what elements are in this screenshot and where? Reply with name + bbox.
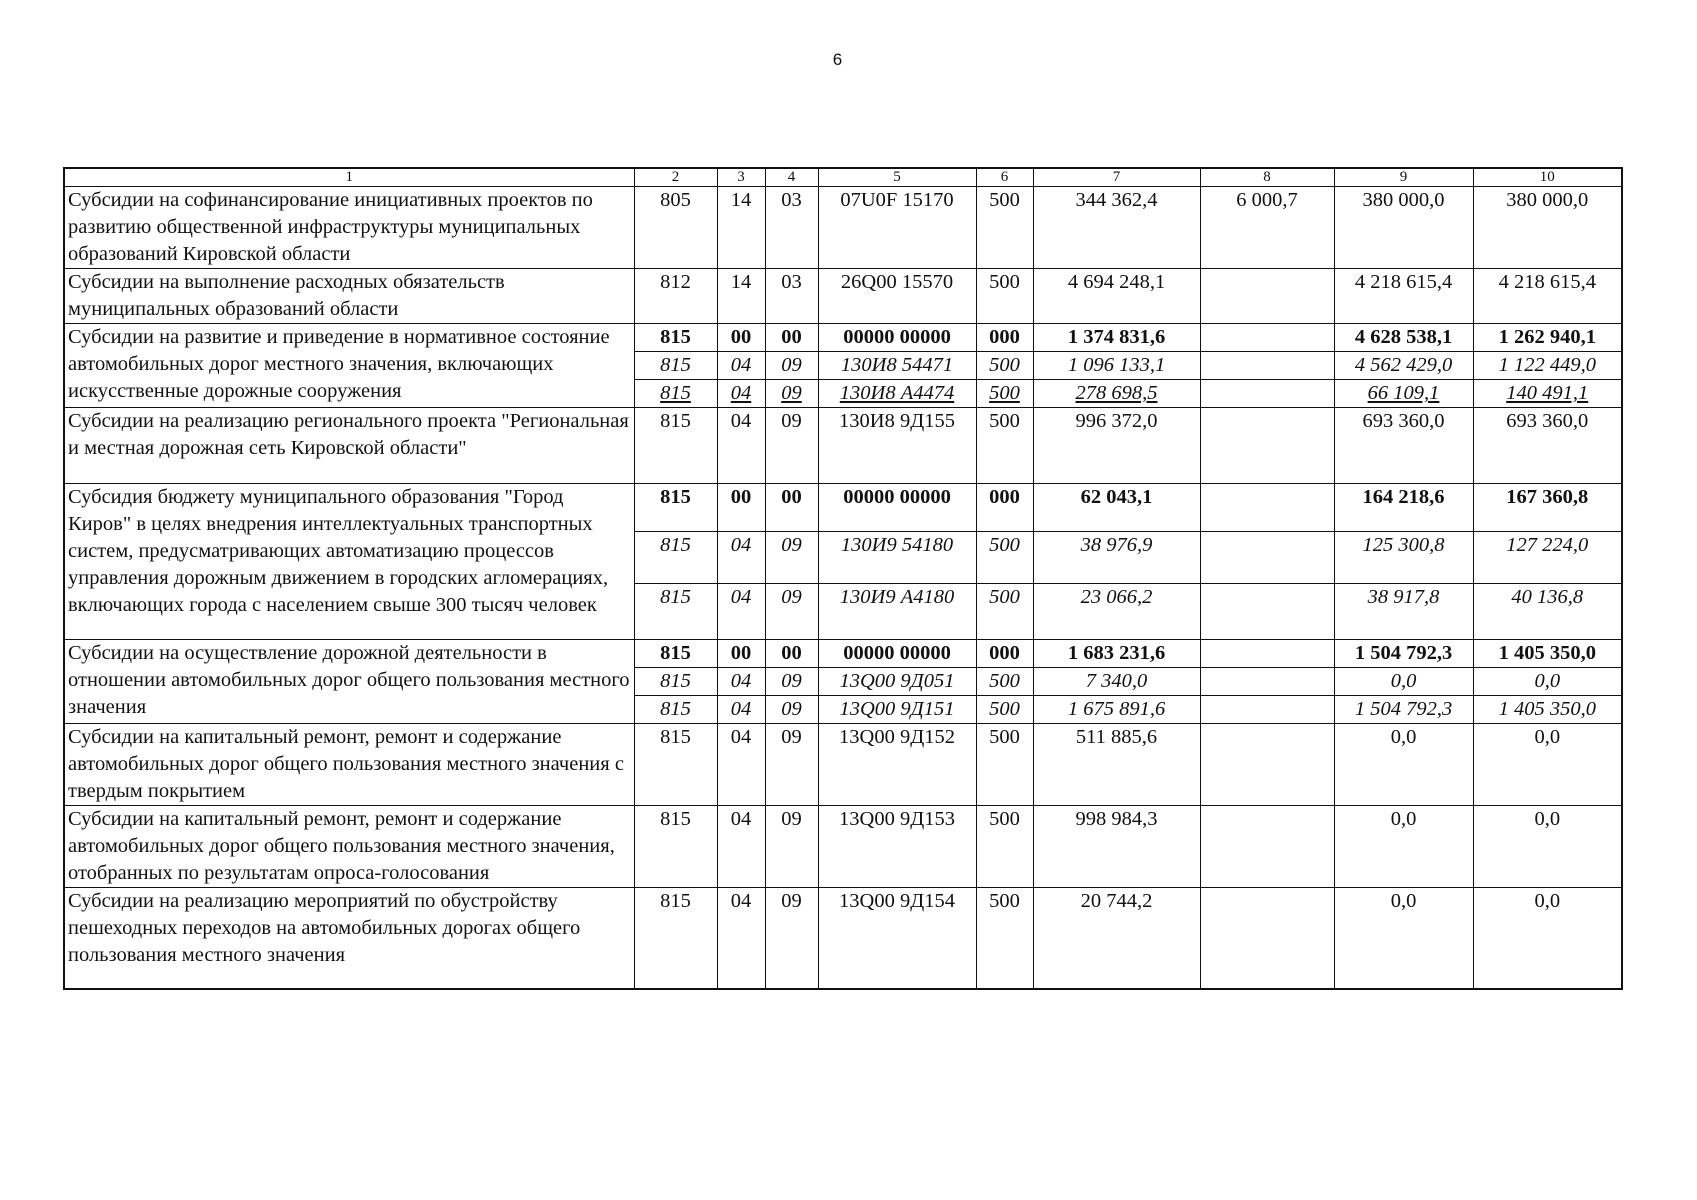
table-row bbox=[64, 806, 1622, 888]
cell-col-3: 04 bbox=[717, 584, 765, 640]
column-header-10: 10 bbox=[1473, 168, 1622, 187]
cell-col-2: 815 bbox=[634, 408, 717, 484]
row-description: Субсидия бюджету муниципального образования "Город Киров" в целях внедрения интеллектуальных транспортных систем, предусматривающих автоматизацию процессов управления дорожным движением в городских агломерациях, включающих города с населением свыше 300 тысяч человек bbox=[64, 484, 634, 640]
cell-col-4: 00 bbox=[765, 640, 818, 668]
cell-col-7: 1 374 831,6 bbox=[1033, 324, 1200, 352]
column-header-7: 7 bbox=[1033, 168, 1200, 187]
cell-col-5: 130И8 А4474 bbox=[818, 380, 976, 408]
cell-col-4: 09 bbox=[765, 888, 818, 989]
cell-col-2: 815 bbox=[634, 532, 717, 584]
cell-col-10: 40 136,8 bbox=[1473, 584, 1622, 640]
cell-col-3: 04 bbox=[717, 408, 765, 484]
cell-col-9: 0,0 bbox=[1334, 724, 1473, 806]
cell-col-3: 04 bbox=[717, 724, 765, 806]
column-header-5: 5 bbox=[818, 168, 976, 187]
cell-col-6: 500 bbox=[976, 668, 1033, 696]
cell-col-3: 04 bbox=[717, 696, 765, 724]
cell-col-7: 344 362,4 bbox=[1033, 187, 1200, 269]
cell-col-8 bbox=[1200, 408, 1334, 484]
table-row bbox=[64, 724, 1622, 806]
cell-col-8 bbox=[1200, 724, 1334, 806]
cell-col-2: 815 bbox=[634, 668, 717, 696]
cell-col-7: 7 340,0 bbox=[1033, 668, 1200, 696]
table-row bbox=[64, 269, 1622, 324]
cell-col-2: 815 bbox=[634, 324, 717, 352]
cell-col-5: 00000 00000 bbox=[818, 484, 976, 532]
cell-col-4: 00 bbox=[765, 484, 818, 532]
table-row bbox=[64, 484, 1622, 532]
cell-col-8 bbox=[1200, 640, 1334, 668]
cell-col-2: 815 bbox=[634, 484, 717, 532]
cell-col-3: 04 bbox=[717, 380, 765, 408]
cell-col-6: 500 bbox=[976, 380, 1033, 408]
cell-col-2: 815 bbox=[634, 696, 717, 724]
cell-col-10: 0,0 bbox=[1473, 806, 1622, 888]
cell-col-10: 0,0 bbox=[1473, 668, 1622, 696]
cell-col-9: 1 504 792,3 bbox=[1334, 640, 1473, 668]
cell-col-4: 09 bbox=[765, 584, 818, 640]
cell-col-9: 0,0 bbox=[1334, 668, 1473, 696]
cell-col-6: 500 bbox=[976, 408, 1033, 484]
cell-col-2: 815 bbox=[634, 352, 717, 380]
cell-col-6: 500 bbox=[976, 352, 1033, 380]
cell-col-4: 00 bbox=[765, 324, 818, 352]
cell-col-5: 13Q00 9Д151 bbox=[818, 696, 976, 724]
cell-col-6: 000 bbox=[976, 484, 1033, 532]
cell-col-2: 815 bbox=[634, 380, 717, 408]
cell-col-10: 380 000,0 bbox=[1473, 187, 1622, 269]
column-header-4: 4 bbox=[765, 168, 818, 187]
cell-col-4: 09 bbox=[765, 380, 818, 408]
column-header-1: 1 bbox=[64, 168, 634, 187]
cell-col-5: 130И8 54471 bbox=[818, 352, 976, 380]
cell-col-10: 127 224,0 bbox=[1473, 532, 1622, 584]
column-header-9: 9 bbox=[1334, 168, 1473, 187]
cell-col-8 bbox=[1200, 380, 1334, 408]
cell-col-5: 13Q00 9Д153 bbox=[818, 806, 976, 888]
cell-col-9: 4 218 615,4 bbox=[1334, 269, 1473, 324]
cell-col-3: 00 bbox=[717, 640, 765, 668]
budget-table bbox=[63, 167, 1623, 990]
cell-col-8 bbox=[1200, 888, 1334, 989]
column-header-2: 2 bbox=[634, 168, 717, 187]
cell-col-9: 0,0 bbox=[1334, 888, 1473, 989]
cell-col-5: 07U0F 15170 bbox=[818, 187, 976, 269]
cell-col-4: 09 bbox=[765, 806, 818, 888]
cell-col-4: 09 bbox=[765, 408, 818, 484]
cell-col-10: 1 405 350,0 bbox=[1473, 640, 1622, 668]
table-row bbox=[64, 640, 1622, 668]
cell-col-3: 14 bbox=[717, 187, 765, 269]
cell-col-3: 04 bbox=[717, 806, 765, 888]
cell-col-8 bbox=[1200, 324, 1334, 352]
column-header-6: 6 bbox=[976, 168, 1033, 187]
cell-col-10: 167 360,8 bbox=[1473, 484, 1622, 532]
cell-col-9: 1 504 792,3 bbox=[1334, 696, 1473, 724]
cell-col-10: 1 405 350,0 bbox=[1473, 696, 1622, 724]
cell-col-7: 998 984,3 bbox=[1033, 806, 1200, 888]
row-description: Субсидии на выполнение расходных обязательств муниципальных образований области bbox=[64, 269, 634, 324]
cell-col-5: 26Q00 15570 bbox=[818, 269, 976, 324]
cell-col-9: 0,0 bbox=[1334, 806, 1473, 888]
cell-col-3: 04 bbox=[717, 352, 765, 380]
cell-col-8 bbox=[1200, 269, 1334, 324]
cell-col-8 bbox=[1200, 352, 1334, 380]
cell-col-8 bbox=[1200, 584, 1334, 640]
cell-col-5: 13Q00 9Д152 bbox=[818, 724, 976, 806]
cell-col-8 bbox=[1200, 696, 1334, 724]
cell-col-7: 4 694 248,1 bbox=[1033, 269, 1200, 324]
row-description: Субсидии на реализацию мероприятий по обустройству пешеходных переходов на автомобильных дорогах общего пользования местного значения bbox=[64, 888, 634, 989]
cell-col-5: 00000 00000 bbox=[818, 640, 976, 668]
cell-col-10: 0,0 bbox=[1473, 888, 1622, 989]
cell-col-10: 0,0 bbox=[1473, 724, 1622, 806]
cell-col-6: 500 bbox=[976, 696, 1033, 724]
cell-col-6: 500 bbox=[976, 187, 1033, 269]
cell-col-4: 09 bbox=[765, 532, 818, 584]
cell-col-10: 693 360,0 bbox=[1473, 408, 1622, 484]
cell-col-8 bbox=[1200, 532, 1334, 584]
cell-col-3: 00 bbox=[717, 484, 765, 532]
row-description: Субсидии на развитие и приведение в нормативное состояние автомобильных дорог местного значения, включающих искусственные дорожные сооружения bbox=[64, 324, 634, 408]
cell-col-10: 140 491,1 bbox=[1473, 380, 1622, 408]
cell-col-7: 23 066,2 bbox=[1033, 584, 1200, 640]
cell-col-7: 20 744,2 bbox=[1033, 888, 1200, 989]
cell-col-5: 00000 00000 bbox=[818, 324, 976, 352]
cell-col-5: 13Q00 9Д154 bbox=[818, 888, 976, 989]
row-description: Субсидии на софинансирование инициативных проектов по развитию общественной инфраструктуры муниципальных образований Кировской области bbox=[64, 187, 634, 269]
cell-col-7: 62 043,1 bbox=[1033, 484, 1200, 532]
table-row bbox=[64, 888, 1622, 989]
cell-col-10: 4 218 615,4 bbox=[1473, 269, 1622, 324]
cell-col-10: 1 262 940,1 bbox=[1473, 324, 1622, 352]
cell-col-8 bbox=[1200, 484, 1334, 532]
cell-col-4: 09 bbox=[765, 724, 818, 806]
cell-col-7: 38 976,9 bbox=[1033, 532, 1200, 584]
table-header-row bbox=[64, 168, 1622, 187]
cell-col-9: 125 300,8 bbox=[1334, 532, 1473, 584]
cell-col-10: 1 122 449,0 bbox=[1473, 352, 1622, 380]
cell-col-8: 6 000,7 bbox=[1200, 187, 1334, 269]
cell-col-7: 1 683 231,6 bbox=[1033, 640, 1200, 668]
cell-col-3: 00 bbox=[717, 324, 765, 352]
cell-col-6: 500 bbox=[976, 584, 1033, 640]
cell-col-2: 812 bbox=[634, 269, 717, 324]
cell-col-3: 14 bbox=[717, 269, 765, 324]
cell-col-5: 130И9 А4180 bbox=[818, 584, 976, 640]
cell-col-6: 500 bbox=[976, 532, 1033, 584]
cell-col-5: 130И8 9Д155 bbox=[818, 408, 976, 484]
cell-col-7: 1 675 891,6 bbox=[1033, 696, 1200, 724]
row-description: Субсидии на капитальный ремонт, ремонт и содержание автомобильных дорог общего пользования местного значения, отобранных по результатам опроса-голосования bbox=[64, 806, 634, 888]
cell-col-6: 500 bbox=[976, 269, 1033, 324]
cell-col-3: 04 bbox=[717, 668, 765, 696]
cell-col-3: 04 bbox=[717, 532, 765, 584]
cell-col-2: 815 bbox=[634, 888, 717, 989]
cell-col-7: 511 885,6 bbox=[1033, 724, 1200, 806]
cell-col-5: 130И9 54180 bbox=[818, 532, 976, 584]
cell-col-3: 04 bbox=[717, 888, 765, 989]
cell-col-6: 000 bbox=[976, 640, 1033, 668]
cell-col-9: 66 109,1 bbox=[1334, 380, 1473, 408]
cell-col-4: 09 bbox=[765, 696, 818, 724]
cell-col-4: 09 bbox=[765, 668, 818, 696]
cell-col-6: 500 bbox=[976, 724, 1033, 806]
cell-col-9: 693 360,0 bbox=[1334, 408, 1473, 484]
column-header-8: 8 bbox=[1200, 168, 1334, 187]
row-description: Субсидии на капитальный ремонт, ремонт и содержание автомобильных дорог общего пользования местного значения с твердым покрытием bbox=[64, 724, 634, 806]
table-row bbox=[64, 324, 1622, 352]
cell-col-9: 4 628 538,1 bbox=[1334, 324, 1473, 352]
page-number: 6 bbox=[832, 50, 843, 69]
cell-col-8 bbox=[1200, 668, 1334, 696]
cell-col-9: 38 917,8 bbox=[1334, 584, 1473, 640]
cell-col-2: 815 bbox=[634, 584, 717, 640]
cell-col-5: 13Q00 9Д051 bbox=[818, 668, 976, 696]
row-description: Субсидии на осуществление дорожной деятельности в отношении автомобильных дорог общего пользования местного значения bbox=[64, 640, 634, 724]
cell-col-9: 164 218,6 bbox=[1334, 484, 1473, 532]
cell-col-9: 380 000,0 bbox=[1334, 187, 1473, 269]
cell-col-6: 000 bbox=[976, 324, 1033, 352]
cell-col-6: 500 bbox=[976, 806, 1033, 888]
cell-col-9: 4 562 429,0 bbox=[1334, 352, 1473, 380]
cell-col-2: 815 bbox=[634, 640, 717, 668]
cell-col-4: 09 bbox=[765, 352, 818, 380]
cell-col-2: 805 bbox=[634, 187, 717, 269]
cell-col-4: 03 bbox=[765, 187, 818, 269]
cell-col-2: 815 bbox=[634, 724, 717, 806]
column-header-3: 3 bbox=[717, 168, 765, 187]
cell-col-2: 815 bbox=[634, 806, 717, 888]
cell-col-6: 500 bbox=[976, 888, 1033, 989]
cell-col-7: 278 698,5 bbox=[1033, 380, 1200, 408]
cell-col-8 bbox=[1200, 806, 1334, 888]
cell-col-4: 03 bbox=[765, 269, 818, 324]
row-description: Субсидии на реализацию регионального проекта "Региональная и местная дорожная сеть Кировской области" bbox=[64, 408, 634, 484]
cell-col-7: 1 096 133,1 bbox=[1033, 352, 1200, 380]
table-row bbox=[64, 408, 1622, 484]
table-row bbox=[64, 187, 1622, 269]
cell-col-7: 996 372,0 bbox=[1033, 408, 1200, 484]
